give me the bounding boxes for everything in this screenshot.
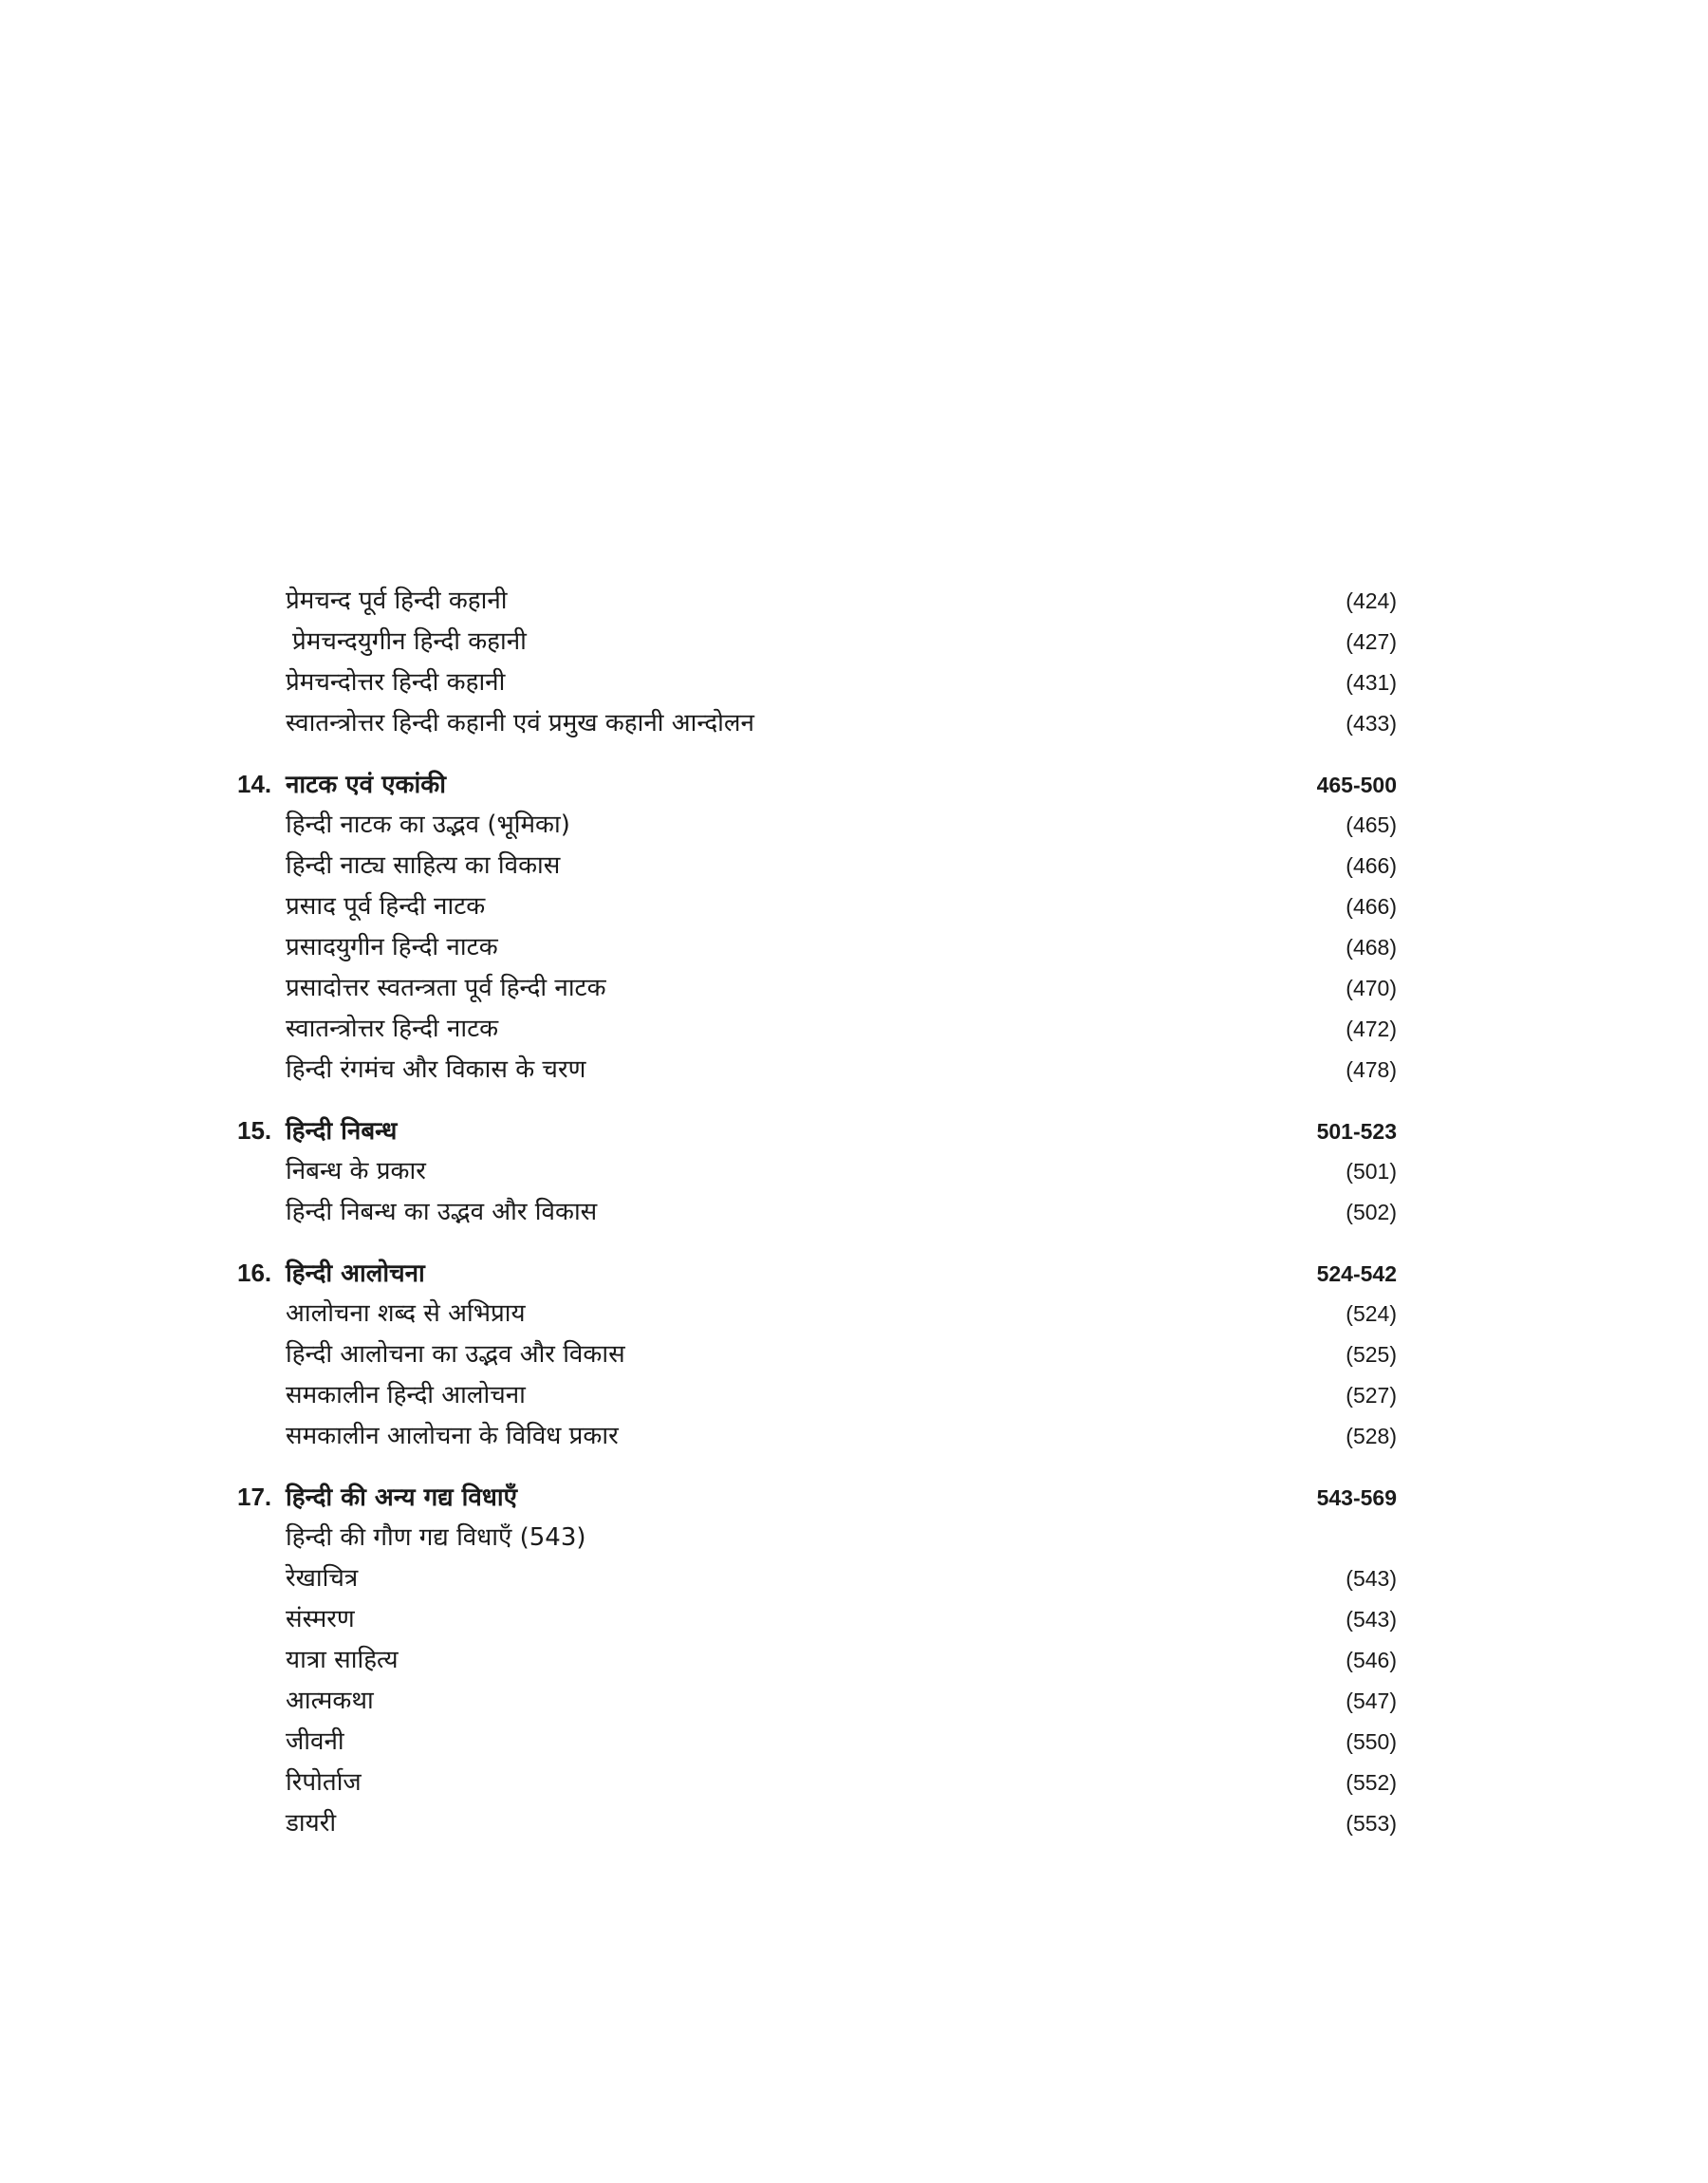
toc-entry-title: हिन्दी नाट्य साहित्य का विकास <box>286 851 561 880</box>
toc-entry-page: (552) <box>1346 1770 1397 1795</box>
toc-entry <box>237 886 1397 927</box>
toc-entry <box>237 1722 1397 1763</box>
toc-entry <box>237 622 1397 662</box>
toc-entry <box>237 1681 1397 1722</box>
toc-entry-page: (524) <box>1346 1301 1397 1326</box>
toc-entry-page: (525) <box>1346 1342 1397 1367</box>
toc-entry-title: स्वातन्त्रोत्तर हिन्दी नाटक <box>286 1015 499 1043</box>
chapter-heading <box>237 1477 1397 1518</box>
toc-entry-title: निबन्ध के प्रकार <box>286 1157 426 1185</box>
toc-entry-title: हिन्दी निबन्ध का उद्भव और विकास <box>286 1198 598 1226</box>
toc-entry-page: (427) <box>1346 629 1397 654</box>
toc-chapter-15 <box>237 1110 1397 1233</box>
toc-entry <box>237 846 1397 886</box>
toc-entry <box>237 1599 1397 1640</box>
chapter-title: हिन्दी आलोचना <box>286 1259 425 1288</box>
chapter-page-range: 524-542 <box>1316 1261 1397 1286</box>
chapter-number: 14. <box>237 770 272 798</box>
toc-entry-title: आलोचना शब्द से अभिप्राय <box>286 1299 526 1328</box>
chapter-title-line <box>237 1477 517 1519</box>
toc-entry-title: प्रसाद पूर्व हिन्दी नाटक <box>286 892 486 921</box>
toc-chapter-16 <box>237 1253 1397 1457</box>
chapter-heading <box>237 764 1397 805</box>
toc-entry <box>237 1416 1397 1457</box>
toc-entry-title: यात्रा साहित्य <box>286 1646 399 1674</box>
toc-entry <box>237 1192 1397 1233</box>
toc-entry <box>237 1334 1397 1375</box>
chapter-heading <box>237 1110 1397 1151</box>
toc-entry <box>237 1558 1397 1599</box>
toc-entry-page: (547) <box>1346 1689 1397 1713</box>
chapter-heading <box>237 1253 1397 1294</box>
toc-entry <box>237 1518 1397 1558</box>
chapter-title-line <box>237 1253 425 1295</box>
toc-entry-page: (466) <box>1346 853 1397 878</box>
toc-entry-title: आत्मकथा <box>286 1687 374 1715</box>
chapter-title-line <box>237 764 446 806</box>
toc-entry-page: (431) <box>1346 670 1397 695</box>
toc-entry <box>237 1151 1397 1192</box>
toc-entry-page: (470) <box>1346 976 1397 1000</box>
toc-chapter-17 <box>237 1477 1397 1844</box>
toc-entry-title: रिपोर्ताज <box>286 1768 362 1797</box>
chapter-title: नाटक एवं एकांकी <box>286 771 446 799</box>
chapter-number: 16. <box>237 1259 272 1287</box>
toc-entry <box>237 662 1397 703</box>
chapter-page-range: 543-569 <box>1316 1485 1397 1510</box>
toc-entry-title: रेखाचित्र <box>286 1564 359 1593</box>
toc-entry-page: (433) <box>1346 711 1397 736</box>
chapter-page-range: 501-523 <box>1316 1119 1397 1144</box>
chapter-title: हिन्दी निबन्ध <box>286 1117 398 1146</box>
toc-entry-title: प्रसादयुगीन हिन्दी नाटक <box>286 933 498 961</box>
toc-entry-title: हिन्दी आलोचना का उद्भव और विकास <box>286 1340 625 1369</box>
toc-entry-title: समकालीन हिन्दी आलोचना <box>286 1381 526 1409</box>
toc-continued-section <box>237 581 1397 744</box>
toc-entry <box>237 1640 1397 1681</box>
toc-entry <box>237 968 1397 1009</box>
toc-entry <box>237 1763 1397 1803</box>
toc-entry-page: (478) <box>1346 1057 1397 1082</box>
toc-entry-title: जीवनी <box>286 1727 344 1756</box>
toc-entry-page: (466) <box>1346 894 1397 919</box>
toc-entry-title: स्वातन्त्रोत्तर हिन्दी कहानी एवं प्रमुख कहानी आन्दोलन <box>286 709 754 737</box>
toc-entry <box>237 1050 1397 1091</box>
toc-entry-page: (543) <box>1346 1566 1397 1591</box>
toc-entry-page: (546) <box>1346 1648 1397 1672</box>
chapter-title: हिन्दी की अन्य गद्य विधाएँ <box>286 1483 517 1512</box>
toc-entry <box>237 703 1397 744</box>
toc-entry <box>237 1375 1397 1416</box>
toc-entry <box>237 927 1397 968</box>
toc-entry-title: प्रेमचन्दोत्तर हिन्दी कहानी <box>286 668 506 697</box>
toc-entry-page: (550) <box>1346 1729 1397 1754</box>
toc-entry <box>237 581 1397 622</box>
toc-entry-title: प्रेमचन्द पूर्व हिन्दी कहानी <box>286 587 508 615</box>
toc-entry <box>237 1294 1397 1334</box>
toc-entry-page: (543) <box>1346 1607 1397 1632</box>
toc-entry-page: (465) <box>1346 812 1397 837</box>
toc-entry <box>237 1009 1397 1050</box>
toc-entry-title: प्रेमचन्दयुगीन हिन्दी कहानी <box>292 627 527 656</box>
chapter-number: 15. <box>237 1116 272 1145</box>
toc-chapter-14 <box>237 764 1397 1091</box>
toc-entry-title: हिन्दी की गौण गद्य विधाएँ (543) <box>286 1523 586 1552</box>
toc-entry <box>237 805 1397 846</box>
toc-entry-title: समकालीन आलोचना के विविध प्रकार <box>286 1422 619 1450</box>
toc-entry-title: हिन्दी नाटक का उद्भव (भूमिका) <box>286 811 570 839</box>
toc-entry-title: हिन्दी रंगमंच और विकास के चरण <box>286 1055 586 1084</box>
toc-entry-page: (468) <box>1346 935 1397 960</box>
toc-entry-page: (527) <box>1346 1383 1397 1408</box>
toc-entry-title: संस्मरण <box>286 1605 355 1633</box>
toc-entry-page: (424) <box>1346 588 1397 613</box>
chapter-title-line <box>237 1110 397 1152</box>
toc-entry-page: (502) <box>1346 1200 1397 1224</box>
toc-entry-page: (553) <box>1346 1811 1397 1836</box>
chapter-page-range: 465-500 <box>1316 773 1397 797</box>
toc-entry-page: (472) <box>1346 1017 1397 1041</box>
chapter-number: 17. <box>237 1483 272 1511</box>
toc-entry-page: (501) <box>1346 1159 1397 1184</box>
table-of-contents <box>237 581 1397 1844</box>
toc-entry-page: (528) <box>1346 1424 1397 1448</box>
toc-entry-title: डायरी <box>286 1809 337 1838</box>
toc-entry-title: प्रसादोत्तर स्वतन्त्रता पूर्व हिन्दी नाटक <box>286 974 606 1002</box>
toc-entry <box>237 1803 1397 1844</box>
